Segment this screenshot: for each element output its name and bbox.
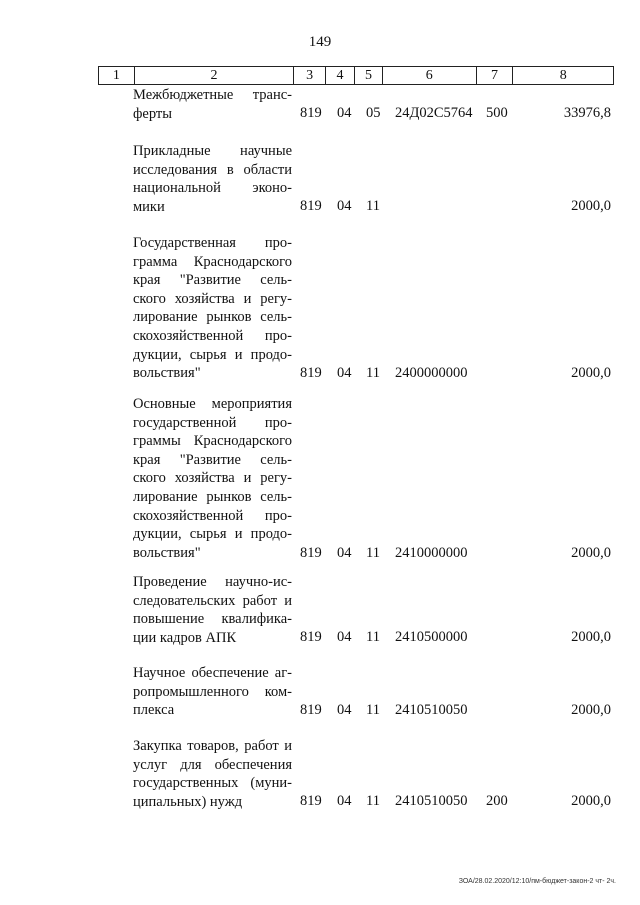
column-header-6: 6 (383, 67, 477, 84)
row-code: 819 (300, 365, 322, 382)
column-header-8: 8 (559, 68, 567, 83)
row-target-article: 24Д02С5764 (395, 105, 473, 122)
row-subsection: 05 (366, 105, 381, 122)
row-name (133, 86, 292, 123)
row-code: 819 (300, 629, 322, 646)
row-section: 04 (337, 105, 352, 122)
row-code: 819 (300, 198, 322, 215)
row-name (133, 737, 292, 811)
row-expense-type: 200 (486, 793, 508, 810)
row-name-line: дукции, сырья и продо- (133, 526, 292, 543)
row-target-article: 2410510050 (395, 793, 468, 810)
column-header-4: 4 (326, 67, 355, 84)
row-name-line: плекса (133, 702, 175, 719)
row-expense-type: 500 (486, 105, 508, 122)
row-section: 04 (337, 365, 352, 382)
table-header-row (98, 66, 614, 85)
row-name-line: Проведение научно-ис- (133, 574, 292, 590)
row-subsection: 11 (366, 629, 380, 646)
row-section: 04 (337, 198, 352, 215)
row-name (133, 395, 292, 562)
row-name-line: края "Развитие сель- (133, 272, 292, 289)
table-row (0, 142, 640, 216)
table-row (0, 86, 640, 123)
column-header-7: 7 (477, 67, 514, 84)
row-sum: 2000,0 (571, 545, 611, 562)
row-name-line: края "Развитие сель- (133, 451, 292, 468)
row-subsection: 11 (366, 793, 380, 810)
row-name-line: Научное обеспечение аг- (133, 665, 292, 681)
row-name-line: мики (133, 198, 165, 215)
row-name-line: государственных (муни- (133, 775, 292, 792)
row-subsection: 11 (366, 545, 380, 562)
page-number: 149 (308, 34, 332, 50)
row-name-line: ского хозяйства и регу- (133, 290, 292, 307)
row-name-line: граммы Краснодарского (133, 433, 292, 450)
document-footer-reference: ЗОА/28.02.2020/12:10/пм-бюджет-закон-2 чт- 2ч. (458, 878, 616, 885)
row-target-article: 2410510050 (395, 702, 468, 719)
row-name-line: ципальных) нужд (133, 793, 243, 810)
row-name-line: дукции, сырья и продо- (133, 346, 292, 363)
column-header-5: 5 (355, 67, 383, 84)
table-row (0, 573, 640, 647)
row-sum: 2000,0 (571, 365, 611, 382)
table-row (0, 664, 640, 720)
row-name-line: лирование рынков сель- (133, 488, 292, 505)
row-sum: 2000,0 (571, 793, 611, 810)
row-name-line: следовательских работ и (133, 592, 292, 609)
column-header-2: 2 (135, 67, 294, 84)
row-name-line: национальной эконо- (133, 180, 292, 197)
row-code: 819 (300, 105, 322, 122)
row-section: 04 (337, 629, 352, 646)
table-row (0, 234, 640, 383)
row-name-line: Межбюджетные транс- (133, 87, 292, 103)
row-sum: 2000,0 (571, 702, 611, 719)
row-name-line: Государственная про- (133, 235, 292, 251)
row-name (133, 664, 292, 720)
row-subsection: 11 (366, 198, 380, 215)
table-row (0, 737, 640, 811)
row-subsection: 11 (366, 365, 380, 382)
row-section: 04 (337, 545, 352, 562)
column-header-3: 3 (294, 67, 326, 84)
row-name-line: грамма Краснодарского (133, 253, 292, 270)
row-section: 04 (337, 702, 352, 719)
row-code: 819 (300, 702, 322, 719)
row-name-line: Основные мероприятия (133, 396, 292, 412)
column-header-1: 1 (99, 67, 135, 84)
row-name-line: ции кадров АПК (133, 629, 237, 646)
row-name-line: вольствия" (133, 365, 201, 382)
row-name-line: ропромышленного ком- (133, 683, 292, 700)
row-target-article: 2410000000 (395, 545, 468, 562)
row-name-line: лирование рынков сель- (133, 309, 292, 326)
row-name-line: ского хозяйства и регу- (133, 470, 292, 487)
row-target-article: 2410500000 (395, 629, 468, 646)
row-name-line: скохозяйственной про- (133, 327, 292, 344)
row-name-line: государственной про- (133, 414, 292, 431)
row-subsection: 11 (366, 702, 380, 719)
row-name-line: ферты (133, 105, 172, 122)
row-name-line: Закупка товаров, работ и (133, 738, 292, 754)
row-name-line: скохозяйственной про- (133, 507, 292, 524)
row-name (133, 142, 292, 216)
row-name-line: услуг для обеспечения (133, 756, 292, 773)
row-sum: 33976,8 (563, 105, 611, 122)
row-name-line: исследования в области (133, 161, 292, 178)
row-name-line: вольствия" (133, 544, 201, 561)
row-target-article: 2400000000 (395, 365, 468, 382)
row-section: 04 (337, 793, 352, 810)
row-name (133, 234, 292, 383)
row-sum: 2000,0 (571, 629, 611, 646)
row-sum: 2000,0 (571, 198, 611, 215)
row-name-line: повышение квалифика- (133, 611, 292, 628)
row-code: 819 (300, 793, 322, 810)
table-row (0, 395, 640, 563)
row-code: 819 (300, 545, 322, 562)
row-name-line: Прикладные научные (133, 143, 292, 159)
row-name (133, 573, 292, 647)
